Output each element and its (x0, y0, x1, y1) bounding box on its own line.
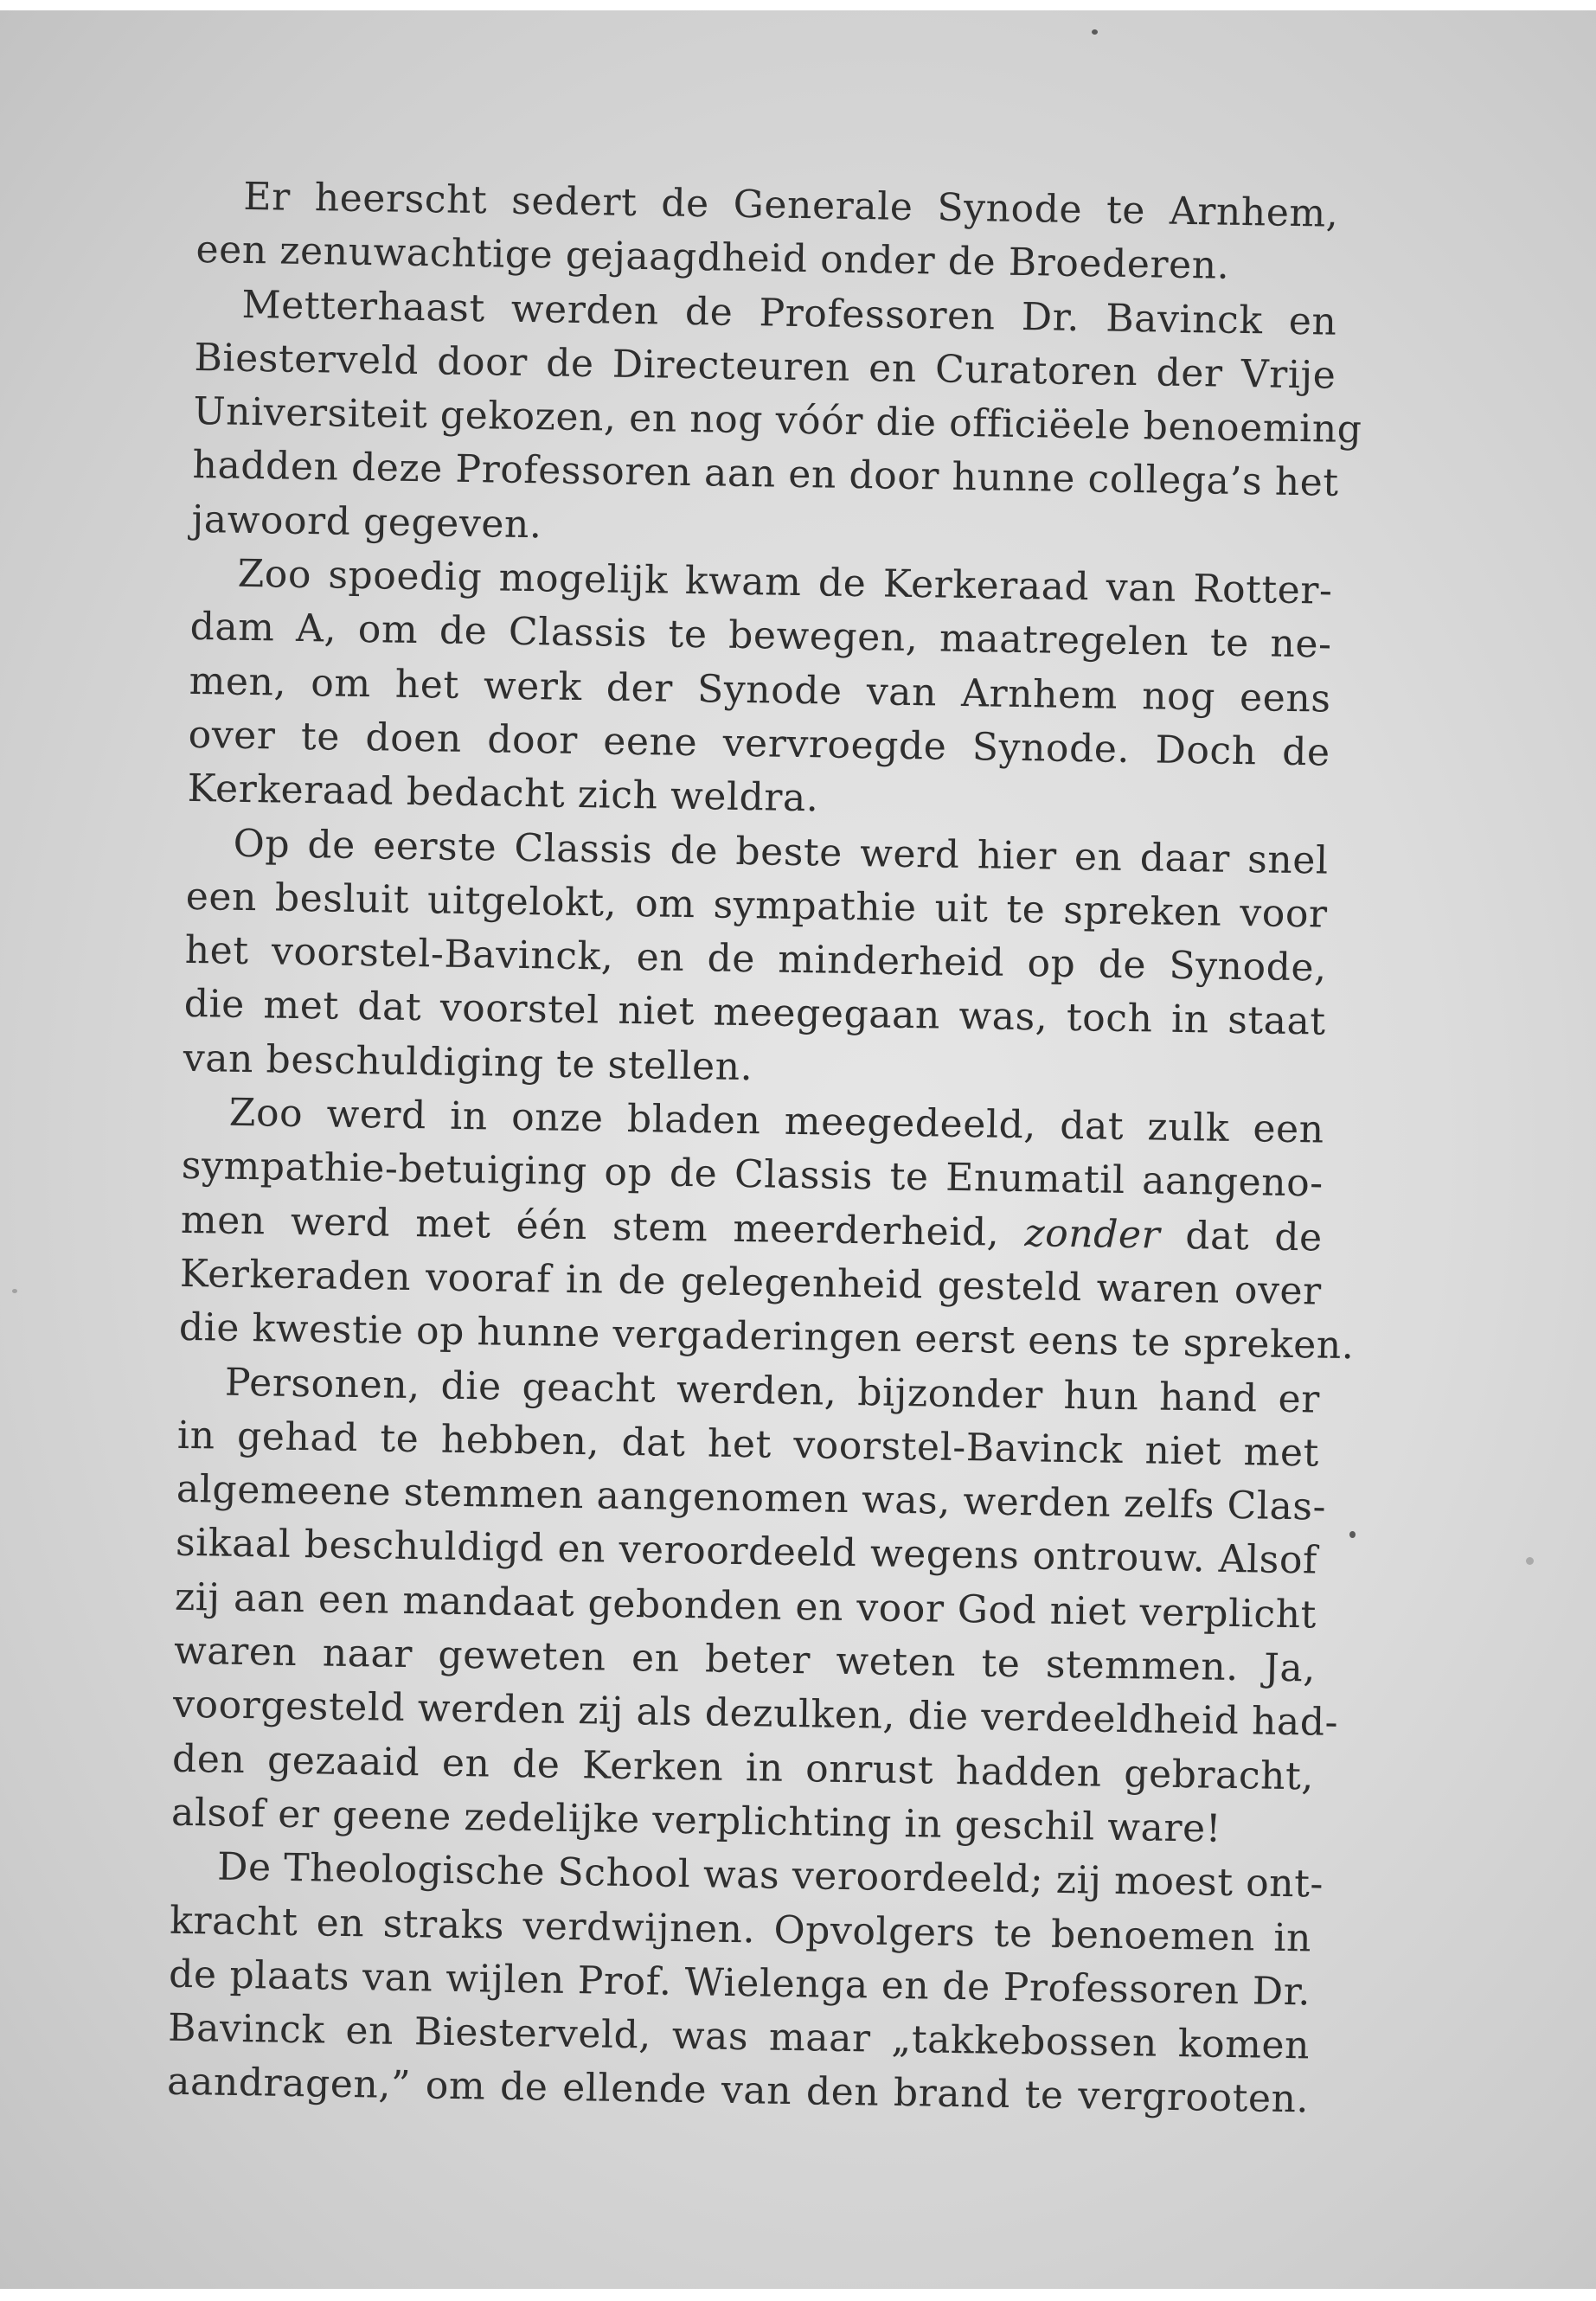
text-line: die kwestie op hunne vergaderingen eerst eens te spreken. (178, 1305, 1355, 1368)
text-line: den gezaaid en de Kerken in onrust hadden gebracht, (171, 1736, 1315, 1799)
text-line: alsof er geene zedelijke verplichting in geschil ware! (170, 1790, 1222, 1851)
text-line: in gehad te hebben, dat het voorstel-Bavinck niet met (176, 1413, 1320, 1476)
dust-speck (12, 1289, 17, 1293)
text-line: aandragen,” om de ellende van den brand te vergrooten. (166, 2060, 1310, 2122)
paragraph-2 (191, 278, 1362, 565)
text-line: Er heerscht sedert de Generale Synode te Arnhem, (243, 174, 1339, 236)
text-line: een besluit uitgelokt, om sympathie uit te spreken voor (185, 874, 1329, 937)
text-line: jawoord gegeven. (191, 497, 542, 548)
text-line: Universiteit gekozen, en nog vóór die officiëele benoeming (193, 389, 1362, 452)
text-line: dam A, om de Classis te bewegen, maatregelen te ne- (189, 605, 1332, 668)
paragraph-3 (187, 547, 1333, 834)
text-line: Biesterveld door de Directeuren en Curatoren der Vrije (194, 335, 1336, 398)
scan-bottom-margin (0, 2289, 1596, 2301)
text-line: Op de eerste Classis de beste werd hier en daar snel (233, 821, 1330, 883)
text-line: men, om het werk der Synode van Arnhem nog eens (189, 658, 1331, 721)
dust-speck (1526, 1557, 1534, 1565)
scan-top-margin (0, 0, 1596, 10)
paragraph-6 (170, 1355, 1339, 1857)
text-line: algemeene stemmen aangenomen was, werden zelfs Clas- (176, 1466, 1327, 1529)
dust-speck (1092, 29, 1098, 35)
text-line: de plaats van wijlen Prof. Wielenga en de Professoren Dr. (168, 1952, 1311, 2015)
text-line: het voorstel-Bavinck, en de minderheid op de Synode, (184, 928, 1328, 990)
text-line: waren naar geweten en beter weten te stemmen. Ja, (173, 1628, 1317, 1691)
text-line: Zoo werd in onze bladen meegedeeld, dat zulk een (228, 1090, 1325, 1152)
text-line: Kerkeraad bedacht zich weldra. (187, 766, 819, 821)
paragraph-1 (195, 170, 1339, 295)
text-line: Personen, die geacht werden, bijzonder hun hand er (224, 1360, 1321, 1422)
text-line: Metterhaast werden de Professoren Dr. Bavinck en (241, 282, 1337, 344)
text-line: kracht en straks verdwijnen. Opvolgers te benoemen in (169, 1898, 1312, 1960)
text-line: over te doen door eene vervroegde Synode. Doch de (188, 712, 1330, 775)
text-line: een zenuwachtige gejaagdheid onder de Broederen. (195, 228, 1230, 289)
text-line: van beschuldiging te stellen. (183, 1035, 753, 1089)
text-line: Bavinck en Biesterveld, was maar „takkebossen komen (167, 2005, 1311, 2068)
text-line: sympathie-betuiging op de Classis te Enumatil aangeno- (181, 1144, 1324, 1206)
text-line: Kerkeraden vooraf in de gelegenheid gesteld waren over (179, 1251, 1323, 1314)
paragraph-7 (166, 1840, 1324, 2127)
text-segment: men werd met één stem meerderheid, (180, 1197, 1000, 1255)
paragraph-5 (178, 1086, 1355, 1373)
text-line: die met dat voorstel niet meegegaan was, toch in staat (183, 982, 1327, 1045)
text-line: voorgesteld werden zij als dezulken, die verdeeldheid had- (172, 1682, 1339, 1746)
dust-speck (1349, 1531, 1356, 1538)
text-line: zij aan een mandaat gebonden en voor God niet verplicht (174, 1574, 1317, 1638)
text-line: De Theologische School was veroordeeld; zij moest ont- (216, 1844, 1324, 1907)
paragraph-4 (183, 816, 1329, 1103)
text-segment: dat de (1159, 1213, 1324, 1260)
body-text (166, 170, 1362, 2127)
text-line: Zoo spoedig mogelijk kwam de Kerkeraad van Rotter- (237, 551, 1333, 613)
emphasis-word: zonder (1024, 1210, 1161, 1258)
text-line: hadden deze Professoren aan en door hunne collega’s het (192, 443, 1340, 506)
text-line: sikaal beschuldigd en veroordeeld wegens ontrouw. Alsof (175, 1521, 1318, 1583)
